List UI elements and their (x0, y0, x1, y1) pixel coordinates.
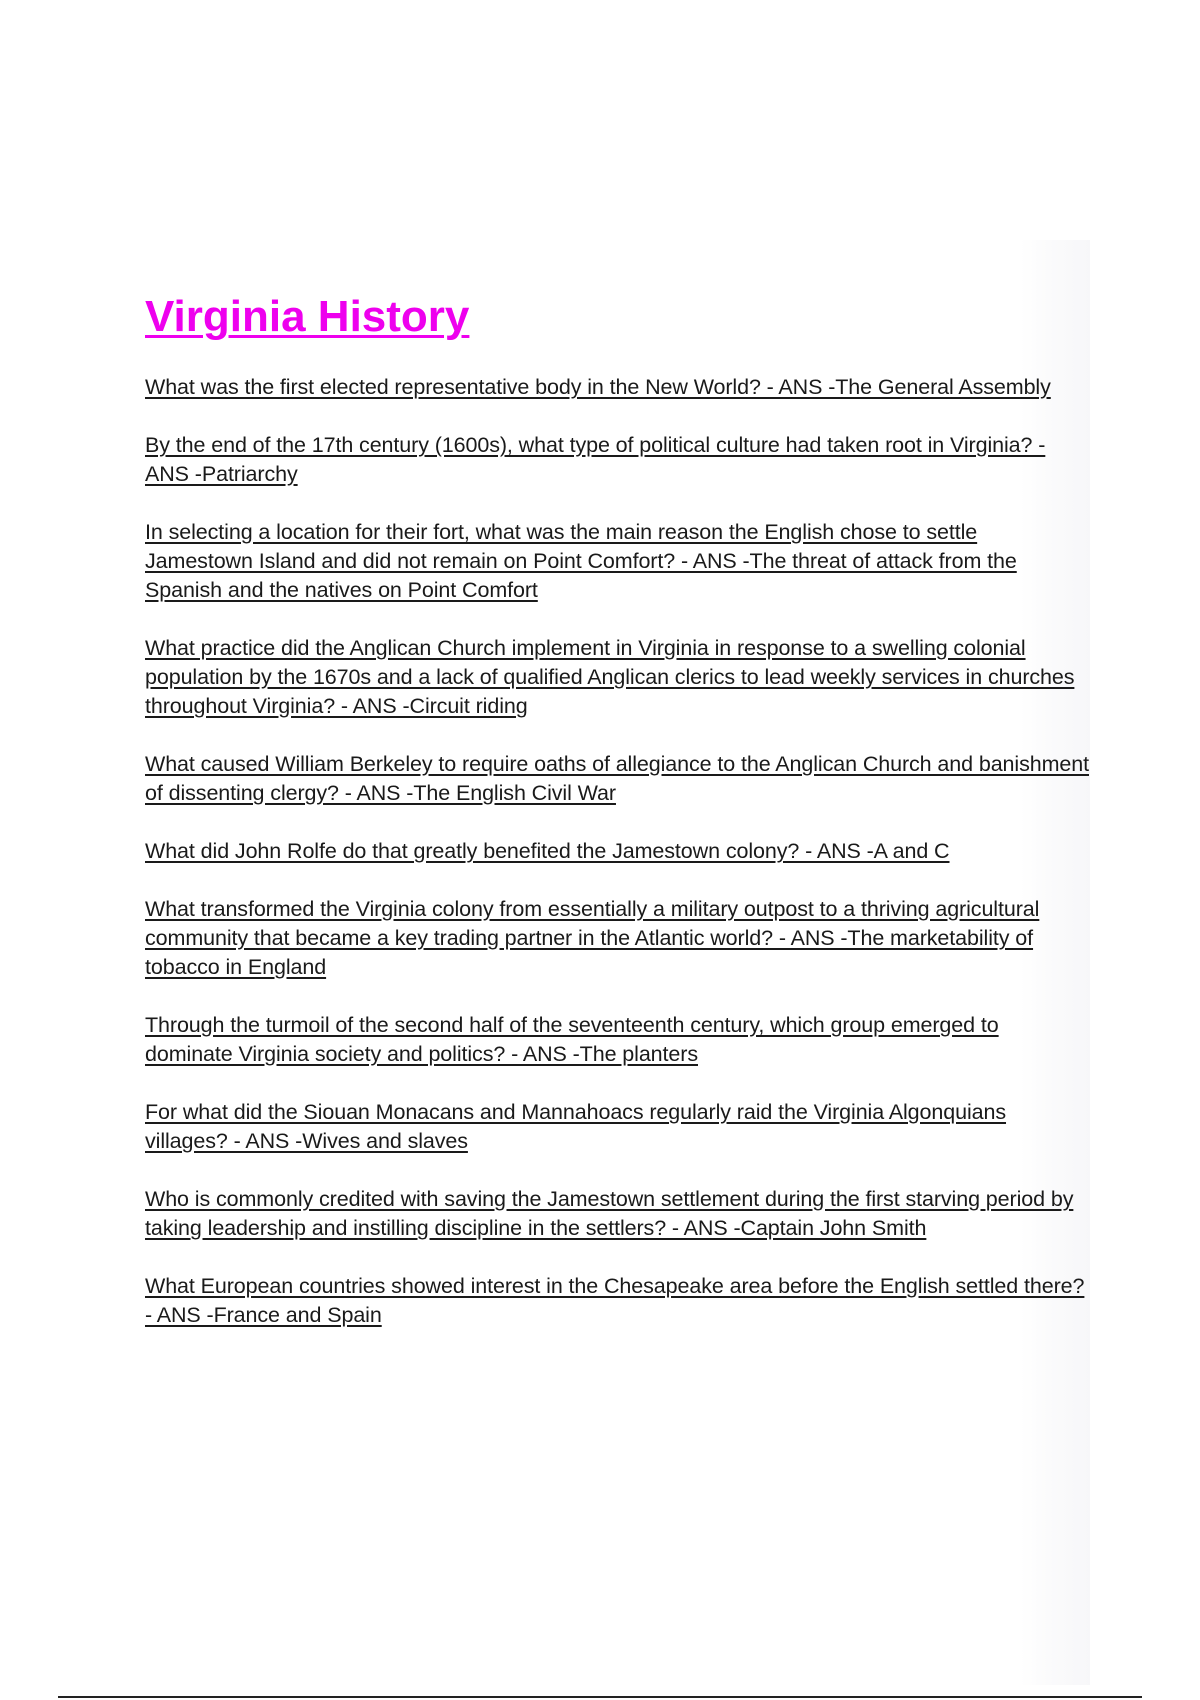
qa-item[interactable]: What caused William Berkeley to require oaths of allegiance to the Anglican Church and banishment of dissenting clergy? - ANS -The English Civil War (145, 752, 1089, 805)
qa-item[interactable]: By the end of the 17th century (1600s), what type of political culture had taken root in Virginia? - ANS -Patriarchy (145, 433, 1046, 486)
footer-rule (58, 1696, 1142, 1698)
qa-item[interactable]: What transformed the Virginia colony from essentially a military outpost to a thriving agricultural community that became a key trading partner in the Atlantic world? - ANS -The marketability of tobacco in England (145, 897, 1040, 979)
question-answer-list (145, 373, 1090, 1330)
qa-item[interactable]: What was the first elected representative body in the New World? - ANS -The General Assembly (145, 375, 1051, 399)
qa-item[interactable]: What European countries showed interest in the Chesapeake area before the English settled there? - ANS -France and Spain (145, 1274, 1085, 1327)
qa-item[interactable]: What practice did the Anglican Church implement in Virginia in response to a swelling colonial population by the 1670s and a lack of qualified Anglican clerics to lead weekly services in churches throughout Virginia? - ANS -Circuit riding (145, 636, 1075, 718)
qa-item[interactable]: Through the turmoil of the second half of the seventeenth century, which group emerged to dominate Virginia society and politics? - ANS -The planters (145, 1013, 999, 1066)
qa-item[interactable]: Who is commonly credited with saving the Jamestown settlement during the first starving period by taking leadership and instilling discipline in the settlers? - ANS -Captain John Smith (145, 1187, 1074, 1240)
document-title: Virginia History (145, 292, 470, 341)
qa-item[interactable]: What did John Rolfe do that greatly benefited the Jamestown colony? - ANS -A and C (145, 839, 950, 863)
document-body (145, 291, 1090, 1359)
qa-item[interactable]: In selecting a location for their fort, what was the main reason the English chose to settle Jamestown Island and did not remain on Point Comfort? - ANS -The threat of attack from the Spanish and the natives on Point Comfort (145, 520, 1017, 602)
qa-item[interactable]: For what did the Siouan Monacans and Mannahoacs regularly raid the Virginia Algonquians villages? - ANS -Wives and slaves (145, 1100, 1007, 1153)
